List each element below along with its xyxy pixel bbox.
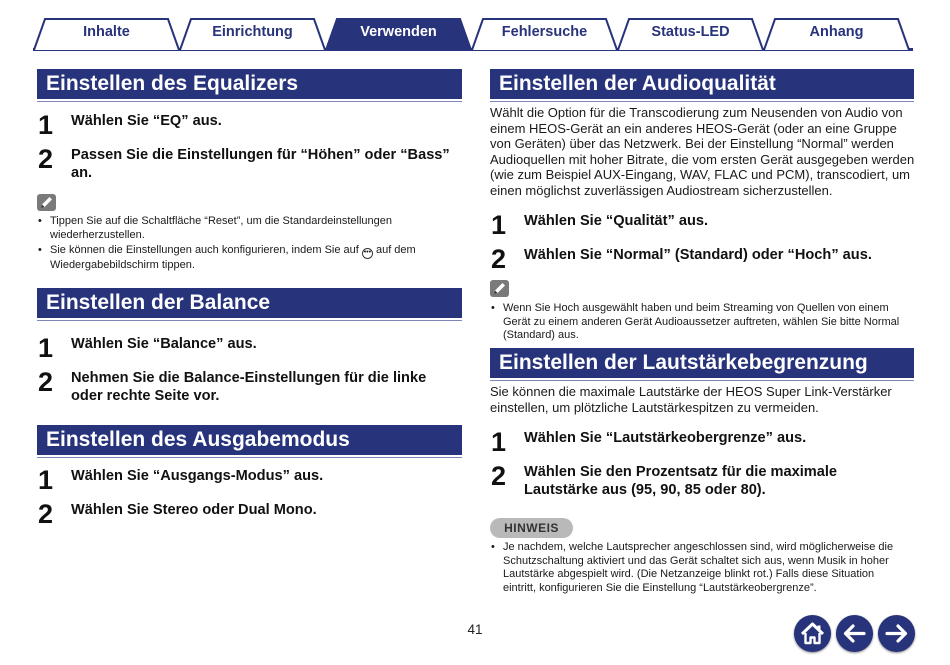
note-line: wiederherzustellen. bbox=[50, 228, 145, 241]
heading-balance: Einstellen der Balance bbox=[37, 288, 462, 318]
step-number: 2 bbox=[38, 499, 54, 529]
step-text-line: an. bbox=[71, 165, 93, 181]
note-line: Je nachdem, welche Lautsprecher angeschlossen sind, wird möglicherweise die bbox=[503, 541, 894, 553]
step-text-line: oder rechte Seite vor. bbox=[71, 388, 220, 404]
audio-quality-intro bbox=[490, 105, 920, 199]
step-text bbox=[524, 463, 837, 499]
tab-label: Einrichtung bbox=[212, 24, 293, 40]
step-text-line: Wählen Sie den Prozentsatz für die maximale bbox=[524, 464, 838, 480]
step-text: Wählen Sie “Qualität” aus. bbox=[524, 213, 709, 229]
home-button[interactable] bbox=[794, 615, 831, 652]
step-number: 1 bbox=[38, 465, 54, 495]
page-number: 41 bbox=[467, 622, 483, 637]
volume-step-1 bbox=[491, 429, 916, 455]
eq-step-1 bbox=[38, 112, 463, 138]
note-line: Sie können die Einstellungen auch konfigurieren, indem Sie auf bbox=[50, 244, 359, 256]
quality-note bbox=[491, 302, 921, 343]
tab-label: Status-LED bbox=[651, 24, 730, 40]
tab-label: Fehlersuche bbox=[501, 24, 588, 40]
more-dots-icon: ••• bbox=[362, 248, 373, 259]
step-number: 2 bbox=[38, 144, 54, 174]
tab-label: Verwenden bbox=[360, 24, 437, 40]
step-number: 1 bbox=[38, 333, 54, 363]
hinweis-note bbox=[491, 541, 921, 595]
step-number: 1 bbox=[491, 210, 507, 240]
next-page-button[interactable] bbox=[878, 615, 915, 652]
arrow-left-icon bbox=[836, 615, 873, 652]
step-text bbox=[71, 146, 450, 182]
eq-note-reset bbox=[38, 215, 463, 242]
intro-line: Audioquellen mit hoher Bitrate, die vom ersten Gerät ausgegeben werden bbox=[490, 151, 915, 167]
step-number: 1 bbox=[491, 427, 507, 457]
tab-einrichtung[interactable] bbox=[179, 18, 326, 50]
step-text: Wählen Sie “Ausgangs-Modus” aus. bbox=[71, 468, 324, 484]
step-number: 2 bbox=[491, 244, 507, 274]
tab-bar bbox=[33, 0, 913, 55]
arrow-right-icon bbox=[878, 615, 915, 652]
note-line: Lautstärke abgespielt wird. (Die Netzanzeige blinkt rot.) Falls diese Situation bbox=[503, 568, 875, 580]
output-step-1 bbox=[38, 467, 463, 493]
home-icon bbox=[794, 615, 831, 652]
quality-step-2 bbox=[491, 246, 916, 272]
step-text: Wählen Sie “Balance” aus. bbox=[71, 336, 257, 352]
quality-step-1 bbox=[491, 212, 916, 238]
tab-inhalte[interactable] bbox=[33, 18, 180, 50]
volume-step-2 bbox=[491, 463, 916, 503]
hinweis-badge: HINWEIS bbox=[490, 518, 573, 538]
note-line: Tippen Sie auf die Schaltfläche “Reset”, um die Standardeinstellungen bbox=[50, 215, 393, 227]
note-line: Gerät zu einem anderen Gerät Audioaussetzer auftreten, wählen Sie bitte Normal bbox=[503, 315, 900, 328]
note-line: Schutzschaltung aktiviert und das Gerät schaltet sich aus, wenn Musik in hoher bbox=[503, 554, 889, 567]
note-line: Wenn Sie Hoch ausgewählt haben und beim Streaming von Quellen von einem bbox=[503, 302, 889, 314]
balance-step-1 bbox=[38, 335, 463, 361]
step-number: 2 bbox=[491, 461, 507, 491]
heading-equalizer: Einstellen des Equalizers bbox=[37, 69, 462, 99]
intro-line: einem HEOS-Gerät an ein anderes HEOS-Gerät (oder an eine Gruppe bbox=[490, 120, 897, 136]
output-step-2 bbox=[38, 501, 463, 527]
note-line: eintritt, konfigurieren Sie die Einstellung “Lautstärkeobergrenze”. bbox=[503, 581, 817, 594]
intro-line: von Geräten) über das Netzwerk. Bei der Einstellung “Normal” werden bbox=[490, 136, 894, 152]
step-text-line: Passen Sie die Einstellungen für “Höhen” oder “Bass” bbox=[71, 147, 450, 163]
note-pencil-icon bbox=[37, 194, 56, 211]
eq-note-configure bbox=[38, 244, 463, 273]
step-text: Wählen Sie “EQ” aus. bbox=[71, 113, 222, 129]
tab-anhang[interactable] bbox=[763, 18, 910, 50]
previous-page-button[interactable] bbox=[836, 615, 873, 652]
volume-limit-intro bbox=[490, 384, 920, 415]
tab-label: Anhang bbox=[809, 24, 864, 40]
note-line: Wiedergabebildschirm tippen. bbox=[50, 259, 195, 271]
step-number: 2 bbox=[38, 367, 54, 397]
note-line: auf dem bbox=[375, 244, 416, 256]
intro-line: Sie können die maximale Lautstärke der HEOS Super Link-Verstärker bbox=[490, 384, 892, 399]
tab-fehlersuche[interactable] bbox=[471, 18, 618, 50]
step-text-line: Lautstärke aus (95, 90, 85 oder 80). bbox=[524, 482, 766, 498]
balance-step-2 bbox=[38, 369, 463, 409]
step-number: 1 bbox=[38, 110, 54, 140]
intro-line: einen möglichst zuverlässigen Audiostream sicherzustellen. bbox=[490, 182, 833, 198]
note-pencil-icon bbox=[490, 280, 509, 297]
heading-audio-quality: Einstellen der Audioqualität bbox=[490, 69, 914, 99]
heading-output-mode: Einstellen des Ausgabemodus bbox=[37, 425, 462, 455]
tab-status-led[interactable] bbox=[617, 18, 764, 50]
step-text: Wählen Sie Stereo oder Dual Mono. bbox=[71, 502, 317, 518]
eq-step-2 bbox=[38, 146, 463, 186]
intro-line: Wählt die Option für die Transcodierung zum Neusenden von Audio von bbox=[490, 105, 903, 120]
intro-line: einstellen, um plötzliche Lautstärkespitzen zu vermeiden. bbox=[490, 399, 819, 415]
heading-volume-limit: Einstellen der Lautstärkebegrenzung bbox=[490, 348, 914, 378]
intro-line: (wie zum Beispiel AUX-Eingang, WAV, FLAC und PCM), transcodiert, um bbox=[490, 167, 911, 183]
step-text-line: Nehmen Sie die Balance-Einstellungen für die linke bbox=[71, 370, 427, 386]
tab-label: Inhalte bbox=[83, 24, 130, 40]
step-text: Wählen Sie “Normal” (Standard) oder “Hoch” aus. bbox=[524, 247, 872, 263]
tab-verwenden[interactable] bbox=[325, 18, 472, 50]
note-line: (Standard) aus. bbox=[503, 329, 579, 341]
step-text: Wählen Sie “Lautstärkeobergrenze” aus. bbox=[524, 430, 807, 446]
step-text bbox=[71, 369, 426, 405]
